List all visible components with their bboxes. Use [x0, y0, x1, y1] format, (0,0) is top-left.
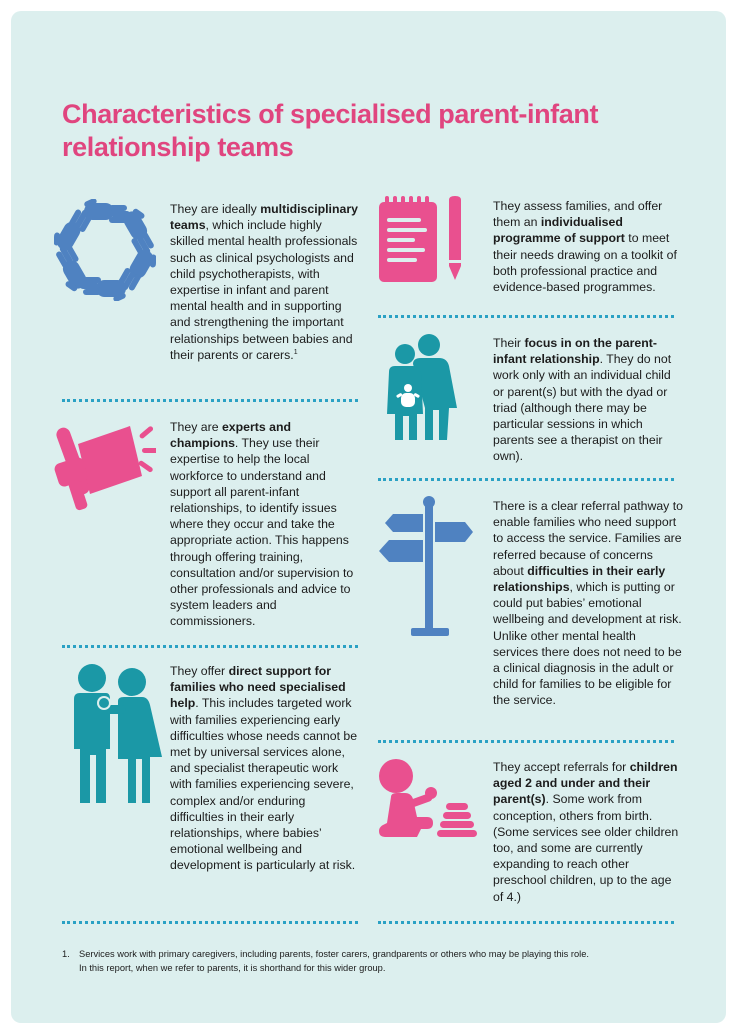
item-text-highlight: focus in on the parent-infant relationship: [493, 336, 657, 367]
item-text-part: . They do not work only with an individual child or parent(s) but with the dyad or triad (although there may be particular sessions in which parents see a therapist on their own).: [493, 352, 672, 464]
divider: [62, 921, 358, 924]
item-text-part: . They use their expertise to help the local workforce to understand and support all parent-infant relationships, to identify issues where they occur and take the appropriate action. This happens through offering training, consultation and/or supervision to other professionals and advice to system leaders and commissioners.: [170, 436, 354, 629]
hands-circle-icon: [54, 199, 156, 301]
divider: [378, 921, 674, 924]
divider: [62, 399, 358, 402]
footnote-line: In this report, when we refer to parents, it is shorthand for this wider group.: [79, 962, 386, 973]
item-text: [493, 335, 683, 465]
family-triad-icon: [381, 334, 459, 442]
footnote-marker: 1: [293, 348, 298, 356]
item-text-part: They offer: [170, 664, 229, 678]
page-title: Characteristics of specialised parent-infant relationship teams: [62, 99, 599, 162]
baby-stacking-rings-icon: [377, 757, 477, 841]
item-text: [170, 201, 358, 363]
footnote-number: 1.: [62, 949, 70, 959]
divider: [378, 315, 674, 318]
item-text-part: They accept referrals for: [493, 760, 630, 774]
item-text-part: . This includes targeted work with families experiencing early difficulties whose needs cannot be met by universal services alone, and specialist therapeutic work with families experiencing severe, complex and/or enduring difficulties in their early relationships, where babies’ emotional wellbeing and development is particularly at risk.: [170, 696, 358, 873]
item-text-part: , which include highly skilled mental health professionals such as clinical psychologists and child psychotherapists, with expertise in infant and parent mental health and in supporting and strengthening the important relationships between babies and their parents or carers.: [170, 218, 358, 362]
item-text-part: . Some work from conception, others from birth. (Some services see older children too, and some are currently expanding to reach other preschool children, up to the age of 4.): [493, 792, 679, 904]
item-text-part: , which is putting or could put babies’ emotional wellbeing and development at risk. Unlike other mental health services there does not need to be a clinical diagnosis in the adult or child for families to be eligible for the service.: [493, 580, 682, 708]
item-text-highlight: experts and champions: [170, 420, 291, 451]
item-text-highlight: direct support for families who need specialised help: [170, 664, 346, 711]
item-text-highlight: multidisciplinary teams: [170, 202, 358, 233]
notepad-pencil-icon: [377, 196, 469, 286]
item-text-part: They are: [170, 420, 222, 434]
item-text-part: There is a clear referral pathway to enable families who need support to access the service. Families are referred because of concerns about: [493, 499, 684, 578]
item-text: [170, 663, 358, 874]
parents-with-baby-icon: [66, 663, 166, 805]
item-text-highlight: children aged 2 and under and their parent(s): [493, 760, 678, 807]
item-text-highlight: difficulties in their early relationships: [493, 563, 666, 595]
item-text: [493, 498, 683, 709]
item-text-part: Their: [493, 336, 525, 350]
item-text-part: They assess families, and offer them an: [493, 199, 663, 230]
divider: [378, 740, 674, 743]
item-text-part: They are ideally: [170, 202, 261, 216]
divider: [378, 478, 674, 481]
footnote-line: Services work with primary caregivers, including parents, foster carers, grandparents or others who may be playing this role.: [79, 949, 589, 959]
item-text: [170, 419, 358, 630]
divider: [62, 645, 358, 648]
item-text-highlight: individualised programme of support: [493, 215, 625, 246]
item-text: [493, 198, 683, 295]
megaphone-icon: [54, 422, 156, 514]
item-text-part: to meet their needs drawing on a toolkit of both professional practice and evidence-based programmes.: [493, 231, 677, 295]
footnote-text: [79, 948, 679, 975]
item-text: [493, 759, 683, 905]
signpost-icon: [377, 496, 475, 638]
